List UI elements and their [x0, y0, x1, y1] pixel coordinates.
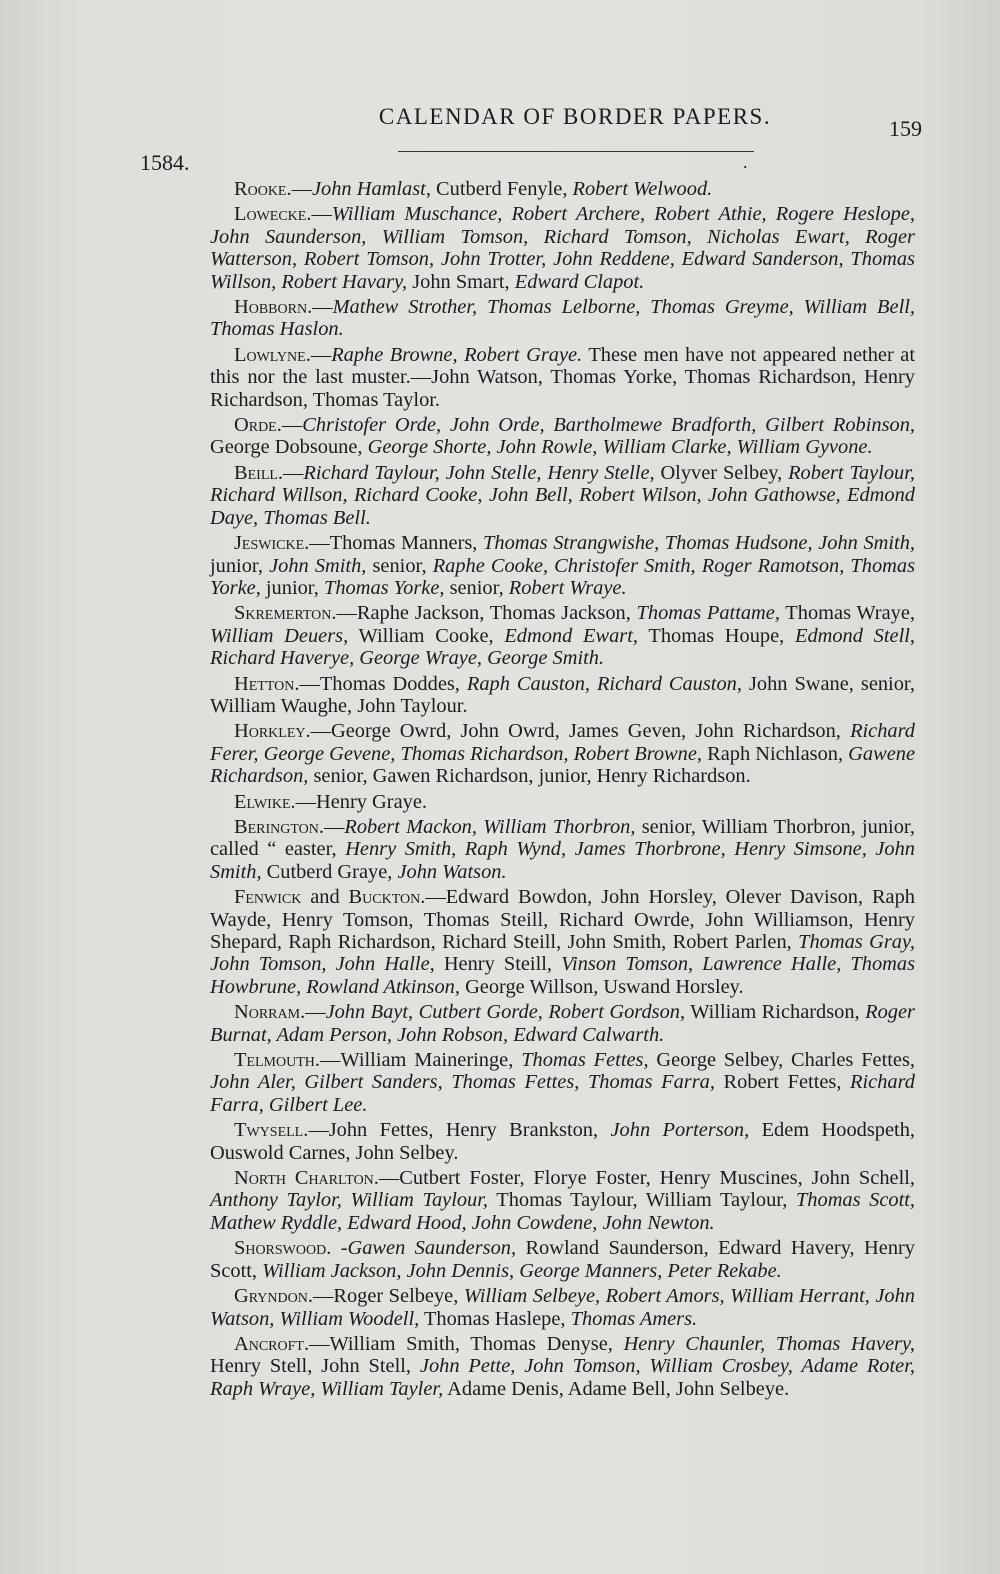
roman-name-text: —	[291, 178, 312, 200]
roman-name-text: Edem Hoodspeth, Ouswold Carnes, John Selbey.	[210, 1119, 915, 1164]
roman-name-text: —	[281, 414, 303, 437]
italic-name-text: John Hamlast,	[311, 178, 431, 200]
township-name: Lowecke.	[234, 203, 312, 226]
italic-name-text: Edward Clapot.	[514, 270, 645, 293]
roman-name-text: —Henry Graye.	[295, 790, 427, 813]
roman-name-text: -	[331, 1237, 348, 1260]
township-name: Skremerton.	[234, 602, 337, 625]
roman-name-text: Rowland Saunderson, Edward Havery, Henry Scott,	[210, 1237, 915, 1282]
running-head	[0, 104, 1000, 130]
township-name: Gryndon.	[234, 1285, 313, 1308]
township-name: Jeswicke.	[234, 532, 310, 555]
township-entry	[210, 414, 915, 459]
township-name: Buckton.	[348, 886, 426, 909]
township-entry	[210, 178, 915, 200]
township-name: Berington.	[234, 815, 324, 838]
township-name: Lowlyne.	[234, 343, 311, 366]
italic-name-text: William Muschance, Robert Archere, Robert Athie, Rogere Heslope, John Saunderson, William Tomson, Richard Tomson, Nicholas Ewart, Roger Watterson, Robert Tomson, John Trotter, John Reddene, Edward Sanderson, Thomas Willson, Robert Havary,	[210, 203, 915, 293]
township-entry	[210, 1285, 915, 1330]
italic-name-text: Robert Taylour, Richard Willson, Richard Cooke, John Bell, Robert Wilson, John Gathowse, Edmond Daye, Thomas Bell.	[210, 461, 915, 529]
italic-name-text: Vinson Tomson, Lawrence Halle, Thomas Howbrune, Rowland Atkinson,	[210, 953, 916, 998]
roman-name-text: —	[324, 815, 345, 838]
italic-name-text: William Deuers,	[210, 624, 349, 647]
township-name: Beill.	[234, 461, 284, 484]
italic-name-text: Raphe Browne, Robert Graye.	[331, 343, 583, 366]
roman-name-text: junior,	[260, 576, 324, 599]
italic-name-text: Henry Smith, Raph Wynd, James Thorbrone, Henry Simsone, John Smith,	[210, 838, 915, 883]
township-name: Norram.	[234, 1001, 306, 1024]
italic-name-text: Anthony Taylor, William Taylour,	[210, 1189, 489, 1212]
township-entry	[210, 344, 915, 411]
italic-name-text: Robert Mackon, William Thorbron,	[344, 815, 636, 838]
roman-name-text: —Edward Bowdon, John Horsley, Olever Davison, Raph Wayde, Henry Tomson, Thomas Steill, Richard Owrde, John Williamson, Henry Shepard, Raph Richardson, Richard Steill, John Smith, Robert Parlen,	[210, 886, 915, 953]
italic-name-text: Henry Chaunler, Thomas Havery,	[623, 1332, 916, 1355]
township-entry	[210, 1333, 915, 1400]
roman-name-text: Henry Steill,	[434, 953, 562, 976]
roman-name-text: These men have not appeared nether at this nor the last muster.—John Watson, Thomas Yorke, Thomas Richardson, Henry Richardson, Thomas Taylor.	[210, 343, 915, 411]
township-entry	[210, 532, 915, 599]
italic-name-text: Richard Farra, Gilbert Lee.	[210, 1071, 915, 1116]
township-entry	[210, 1119, 915, 1164]
township-entry	[210, 673, 915, 718]
page-title: CALENDAR OF BORDER PAPERS.	[378, 104, 772, 129]
italic-name-text: Robert Welwood.	[572, 178, 713, 200]
italic-name-text: Edmond Stell, Richard Haverye, George Wraye, George Smith.	[210, 624, 916, 670]
roman-name-text: junior,	[210, 554, 270, 577]
italic-name-text: William Selbeye, Robert Amors, William Herrant, John Watson, William Woodell,	[210, 1285, 915, 1330]
township-entry	[210, 1237, 915, 1282]
roman-name-text: Robert Fettes,	[714, 1071, 851, 1094]
italic-name-text: Thomas Strangwishe, Thomas Hudsone, John Smith,	[483, 532, 916, 555]
italic-name-text: Gawene Richardson,	[210, 742, 915, 788]
italic-name-text: Thomas Gray, John Tomson, John Halle,	[210, 931, 915, 976]
header-rule	[398, 151, 754, 152]
italic-name-text: John Smith,	[269, 554, 367, 577]
roman-name-text: Cutberd Fenyle,	[430, 178, 573, 200]
roman-name-text: —	[283, 461, 304, 484]
roman-name-text: senior, Gawen Richardson, junior, Henry Richardson.	[308, 765, 751, 788]
roman-name-text: George Dobsoune,	[210, 436, 368, 459]
roman-name-text: John Smart,	[407, 270, 515, 293]
header-dot: .	[743, 152, 748, 172]
italic-name-text: Gawen Saunderson,	[347, 1237, 517, 1260]
italic-name-text: Thomas Amers.	[570, 1307, 698, 1330]
roman-name-text: —	[310, 343, 332, 366]
township-name: Hobborn.	[234, 296, 313, 319]
italic-name-text: Thomas Fettes,	[521, 1049, 649, 1072]
italic-name-text: William Jackson, John Dennis, George Manners, Peter Rekabe.	[262, 1259, 782, 1282]
roman-name-text: George Willson, Uswand Horsley.	[459, 975, 744, 998]
roman-name-text: —Raphe Jackson, Thomas Jackson,	[336, 602, 637, 625]
roman-name-text: —Thomas Doddes,	[299, 672, 467, 695]
italic-name-text: Thomas Scott, Mathew Ryddle, Edward Hood, John Cowdene, John Newton.	[210, 1189, 916, 1234]
township-name: Telmouth.	[234, 1049, 320, 1072]
roman-name-text: Thomas Houpe,	[638, 624, 795, 647]
roman-name-text: —Cutbert Foster, Florye Foster, Henry Muscines, John Schell,	[378, 1167, 915, 1190]
township-entry	[210, 462, 915, 529]
roman-name-text: George Selbey, Charles Fettes,	[648, 1049, 916, 1072]
township-entry	[210, 720, 915, 787]
italic-name-text: Christofer Orde, John Orde, Bartholmewe Bradforth, Gilbert Robinson,	[302, 414, 915, 437]
year-marker: 1584.	[140, 150, 190, 175]
roman-name-text: Thomas Haslepe,	[419, 1307, 571, 1330]
italic-name-text: Mathew Strother, Thomas Lelborne, Thomas Greyme, William Bell, Thomas Haslon.	[210, 296, 915, 341]
township-name: Twysell.	[234, 1119, 309, 1142]
italic-name-text: Thomas Pattame,	[636, 602, 780, 625]
roman-name-text: Adame Denis, Adame Bell, John Selbeye.	[443, 1377, 790, 1400]
roman-name-text: —Thomas Manners,	[309, 532, 484, 555]
township-entry	[210, 296, 915, 341]
roman-name-text: —John Fettes, Henry Brankston,	[308, 1119, 611, 1142]
township-entry	[210, 602, 915, 669]
roman-name-text: —William Smith, Thomas Denyse,	[309, 1332, 624, 1355]
township-entry	[210, 816, 915, 883]
page-number: 159	[889, 116, 922, 141]
italic-name-text: John Watson.	[397, 860, 507, 883]
italic-name-text: George Shorte, John Rowle, William Clarke, William Gyvone.	[367, 436, 873, 459]
roman-name-text: —William Maineringe,	[320, 1049, 522, 1072]
roman-name-text: William Richardson,	[685, 1001, 866, 1024]
roman-name-text: Olyver Selbey,	[654, 461, 789, 484]
roman-name-text: Cutberd Graye,	[261, 860, 398, 883]
township-entry	[210, 1167, 915, 1234]
roman-name-text: Raph Nichlason,	[702, 742, 849, 765]
roman-name-text: senior, William Thorbron, junior, called “ easter,	[210, 815, 915, 861]
township-entry: Fenwick and Buckton.—Edward Bowdon, John Horsley, Olever Davison, Raph Wayde, Henry Tomson, Thomas Steill, Richard Owrde, John Williamson, Henry Shepard, Raph Richardson, Richard Steill, John Smith, Robert Parlen, Thomas Gray, John Tomson, John Halle, Henry Steill, Vinson Tomson, Lawrence Halle, Thomas Howbrune, Rowland Atkinson, George Willson, Uswand Horsley.	[210, 886, 916, 998]
italic-name-text: Richard Ferer, George Gevene, Thomas Richardson, Robert Browne,	[210, 720, 915, 765]
township-entry	[210, 1049, 915, 1116]
italic-name-text: John Pette, John Tomson, William Crosbey, Adame Roter, Raph Wraye, William Tayler,	[210, 1355, 915, 1400]
township-name: Ancroft.	[234, 1332, 310, 1355]
italic-name-text: Raphe Cooke, Christofer Smith, Roger Ramotson, Thomas Yorke,	[210, 554, 916, 599]
italic-name-text: Robert Wraye.	[508, 576, 627, 599]
italic-name-text: Thomas Yorke,	[323, 576, 445, 599]
italic-name-text: John Porterson,	[610, 1119, 750, 1142]
roman-name-text: —George Owrd, John Owrd, James Geven, John Richardson,	[310, 720, 851, 743]
roman-name-text: Henry Stell, John Stell,	[210, 1355, 420, 1378]
township-name: Fenwick	[234, 886, 302, 909]
roman-name-text: senior,	[366, 554, 433, 577]
italic-name-text: John Bayt, Cutbert Gorde, Robert Gordson,	[325, 1001, 686, 1024]
township-entry	[210, 1001, 915, 1046]
township-entry	[210, 791, 915, 813]
italic-name-text: John Aler, Gilbert Sanders, Thomas Fettes, Thomas Farra,	[210, 1071, 715, 1094]
italic-name-text: Roger Burnat, Adam Person, John Robson, Edward Calwarth.	[210, 1001, 915, 1046]
township-name: Rooke.	[234, 178, 292, 200]
roman-name-text: Thomas Taylour, William Taylour,	[488, 1189, 796, 1212]
township-name: Shorswood.	[234, 1237, 332, 1260]
roman-name-text: —	[312, 296, 333, 319]
roman-name-text: John Swane, senior, William Waughe, John Taylour.	[210, 672, 915, 717]
roman-name-text: —Roger Selbeye,	[312, 1285, 464, 1308]
roman-name-text: senior,	[444, 576, 509, 599]
italic-name-text: Richard Taylour, John Stelle, Henry Stelle,	[303, 461, 655, 484]
township-name: Horkley.	[234, 720, 311, 743]
roman-name-text: —	[305, 1001, 326, 1024]
township-name: Elwike.	[234, 790, 296, 813]
roman-name-text: —	[311, 203, 332, 226]
roman-name-text: Thomas Wraye,	[779, 602, 915, 625]
italic-name-text: Edmond Ewart,	[504, 624, 638, 647]
township-name: Orde.	[234, 414, 282, 437]
italic-name-text: Raph Causton, Richard Causton,	[466, 672, 742, 695]
document-body	[210, 178, 915, 1403]
township-name: North Charlton.	[234, 1167, 379, 1190]
township-name: Hetton.	[234, 672, 300, 695]
township-entry	[210, 203, 915, 293]
roman-name-text: William Cooke,	[348, 624, 505, 647]
